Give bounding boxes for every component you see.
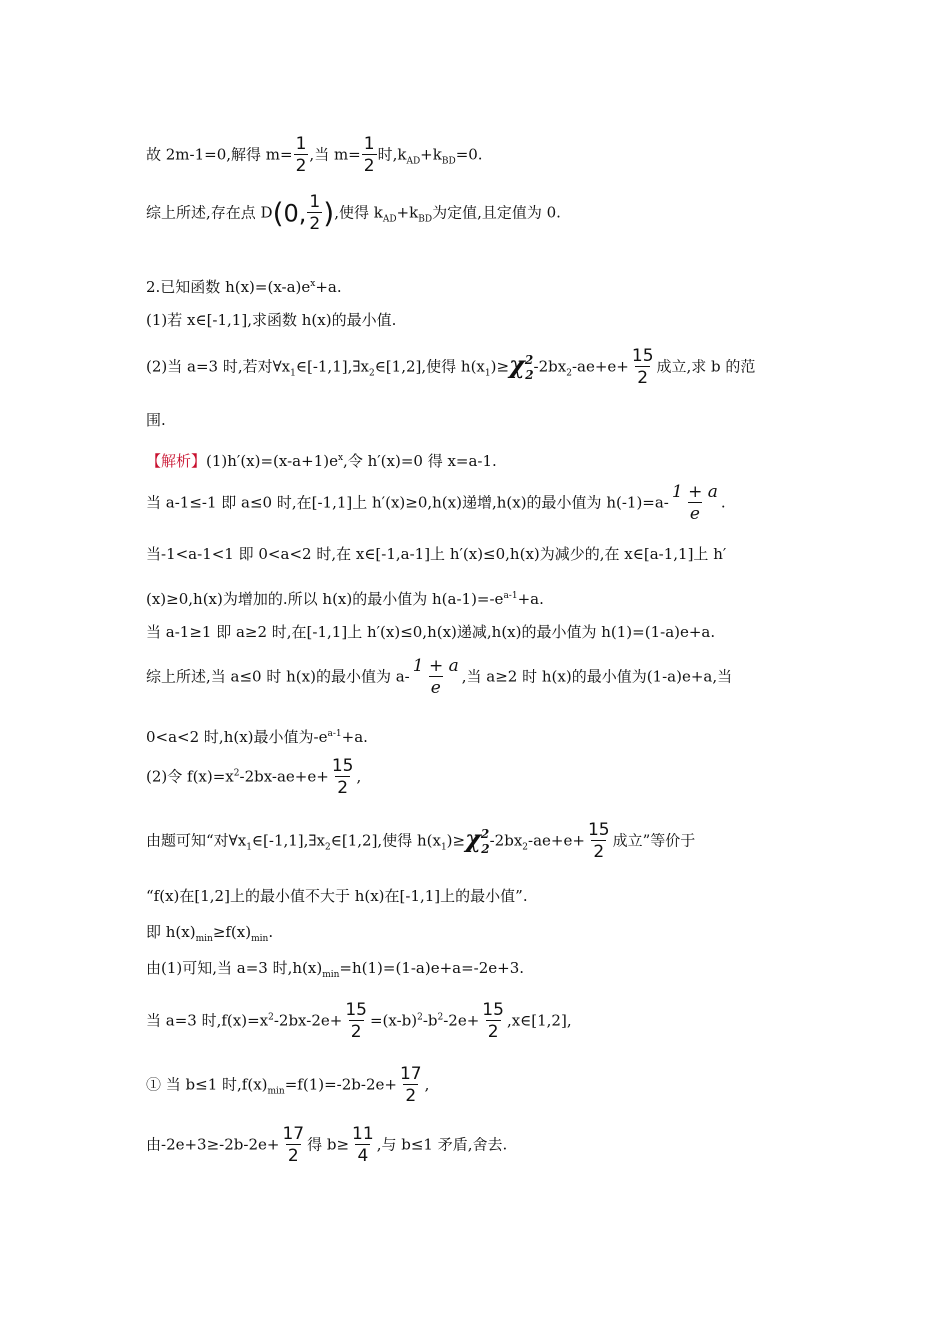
text: =f(1)=-2b-2e+ <box>284 1075 397 1094</box>
fraction <box>343 1000 369 1043</box>
text: ,当 m= <box>309 145 361 164</box>
text: +a. <box>315 278 342 296</box>
fraction <box>630 346 656 389</box>
text: , <box>356 767 362 786</box>
text: ∈[-1,1],∃x <box>295 357 369 376</box>
fraction <box>280 1124 306 1167</box>
numerator: 15 <box>345 1000 367 1020</box>
denominator: 2 <box>337 778 349 798</box>
denominator: e <box>430 678 441 698</box>
text: 围. <box>146 411 166 429</box>
fraction <box>294 134 309 177</box>
text: -ae+e+ <box>528 831 585 850</box>
fraction <box>480 1000 506 1043</box>
text: =h(1)=(1-a)e+a=-2e+3. <box>339 959 525 977</box>
text: ,与 b≤1 矛盾,舍去. <box>376 1135 508 1154</box>
text-line <box>146 1000 572 1043</box>
text: 综上所述,存在点 D <box>146 203 273 222</box>
fraction <box>350 1124 376 1167</box>
left-paren: ( <box>272 196 284 230</box>
denominator: e <box>689 504 700 524</box>
text: 故 2m-1=0,解得 m= <box>146 145 293 164</box>
point-coordinate: 0, <box>283 199 307 228</box>
text: 由(1)可知,当 a=3 时,h(x) <box>146 959 323 977</box>
text-line <box>146 1124 507 1167</box>
text-line <box>146 622 715 642</box>
text: ① 当 b≤1 时,f(x) <box>146 1075 268 1094</box>
numerator: 11 <box>352 1124 374 1144</box>
text-line <box>146 274 342 297</box>
solution-tag: 【解析】 <box>146 452 207 470</box>
text-line <box>146 448 497 471</box>
subscript: 2 <box>525 367 534 382</box>
text-line <box>146 544 726 564</box>
text: )≥ <box>446 831 466 850</box>
right-paren: ) <box>323 196 335 230</box>
text-line <box>146 886 528 906</box>
text: . <box>720 493 726 512</box>
text-line <box>146 192 561 235</box>
text: 成立”等价于 <box>612 831 696 850</box>
text-line <box>146 482 726 525</box>
superscript: 2 <box>480 827 490 842</box>
subscript: min <box>195 934 213 944</box>
text-line <box>146 820 695 863</box>
text: ≥f(x) <box>212 923 252 941</box>
text: (1)h′(x)=(x-a+1)e <box>206 452 338 470</box>
superscript: x <box>337 453 344 463</box>
numerator: 15 <box>331 756 354 776</box>
text: ∈[1,2],使得 h(x <box>330 831 441 850</box>
text-line <box>146 346 755 389</box>
superscript: a-1 <box>327 729 342 739</box>
text: (2)当 a=3 时,若对∀x <box>146 357 291 376</box>
text: (1)若 x∈[-1,1],求函数 h(x)的最小值. <box>146 311 397 329</box>
text: 得 b≥ <box>307 1135 350 1154</box>
text: 时,k <box>377 145 407 164</box>
denominator: 2 <box>363 156 375 176</box>
text-line <box>146 724 368 747</box>
chi-symbol <box>465 824 490 856</box>
text: , <box>424 1075 430 1094</box>
superscript: a-1 <box>503 591 518 601</box>
fraction <box>670 482 720 525</box>
text: -2bx-ae+e+ <box>239 767 329 786</box>
superscript: 2 <box>437 1012 444 1023</box>
text: -b <box>422 1011 438 1030</box>
fraction <box>330 756 356 799</box>
text: =(x-b) <box>369 1011 418 1030</box>
subscript: 2 <box>368 368 375 379</box>
text: 即 h(x) <box>146 923 196 941</box>
text: =0. <box>455 145 483 164</box>
superscript: 2 <box>268 1012 274 1023</box>
text: 2.已知函数 h(x)=(x-a)e <box>146 278 311 296</box>
text: (x)≥0,h(x)为增加的.所以 h(x)的最小值为 h(a-1)=-e <box>146 590 504 608</box>
subscript: min <box>267 1086 285 1097</box>
text: ,令 h′(x)=0 得 x=a-1. <box>343 452 497 470</box>
text: -2bx-2e+ <box>273 1011 343 1030</box>
subscript: BD <box>418 214 433 225</box>
text: . <box>268 923 274 941</box>
fraction <box>362 134 377 177</box>
text-line <box>146 656 732 699</box>
chi-letter: χ <box>465 824 481 854</box>
text-line <box>146 410 166 430</box>
text: 由-2e+3≥-2b-2e+ <box>146 1135 280 1154</box>
subscript: 2 <box>481 841 490 856</box>
text-line <box>146 310 396 330</box>
denominator: 4 <box>357 1146 369 1166</box>
subscript: AD <box>382 214 397 225</box>
text: ,x∈[1,2], <box>506 1011 572 1030</box>
text-line <box>146 134 483 177</box>
text-line <box>146 756 361 799</box>
subscript: BD <box>441 156 456 167</box>
text-line <box>146 922 273 949</box>
numerator: 1 <box>295 134 307 154</box>
text: +k <box>420 145 442 164</box>
numerator: 15 <box>631 346 654 366</box>
text: ∈[1,2],使得 h(x <box>374 357 485 376</box>
chi-symbol <box>509 350 534 382</box>
text: +a. <box>517 590 544 608</box>
text: 当 a=3 时,f(x)=x <box>146 1011 269 1030</box>
text: -2bx <box>489 831 523 850</box>
subscript: 2 <box>325 842 331 853</box>
text: 0<a<2 时,h(x)最小值为-e <box>146 728 328 746</box>
text: 当-1<a-1<1 即 0<a<2 时,在 x∈[-1,a-1]上 h′(x)≤0,h(x)为减少的,在 x∈[a-1,1]上 h′ <box>146 545 727 563</box>
fraction <box>411 656 461 699</box>
text: ,当 a≥2 时 h(x)的最小值为(1-a)e+a,当 <box>461 667 733 686</box>
subscript: 1 <box>440 842 447 853</box>
numerator: 17 <box>399 1064 422 1084</box>
text: 综上所述,当 a≤0 时 h(x)的最小值为 a- <box>146 667 410 686</box>
text: )≥ <box>490 357 510 376</box>
text-line <box>146 586 544 609</box>
text: 由题可知“对∀x <box>146 831 247 850</box>
subscript: min <box>322 970 340 980</box>
text: (2)令 f(x)=x <box>146 767 234 786</box>
text: 当 a-1≤-1 即 a≤0 时,在[-1,1]上 h′(x)≥0,h(x)递增,h(x)的最小值为 h(-1)=a- <box>146 493 669 512</box>
denominator: 2 <box>295 156 307 176</box>
text: +a. <box>341 728 368 746</box>
numerator: 1 + a <box>671 482 718 502</box>
text: 为定值,且定值为 0. <box>432 203 561 222</box>
text: -2bx <box>533 357 567 376</box>
fraction <box>586 820 612 863</box>
subscript: 1 <box>290 368 296 379</box>
denominator: 2 <box>287 1146 299 1166</box>
superscript: 2 <box>417 1012 423 1023</box>
fraction <box>307 192 322 235</box>
superscript: x <box>310 279 316 289</box>
text: 当 a-1≥1 即 a≥2 时,在[-1,1]上 h′(x)≤0,h(x)递减,h(x)的最小值为 h(1)=(1-a)e+a. <box>146 623 716 641</box>
numerator: 1 + a <box>412 656 459 676</box>
denominator: 2 <box>487 1022 499 1042</box>
subscript: 2 <box>522 842 529 853</box>
text: -2e+ <box>443 1011 480 1030</box>
fraction <box>398 1064 424 1107</box>
text: 成立,求 b 的范 <box>656 357 756 376</box>
denominator: 2 <box>593 842 605 862</box>
text-line <box>146 958 524 985</box>
numerator: 1 <box>363 134 375 154</box>
subscript: min <box>251 934 269 944</box>
denominator: 2 <box>350 1022 362 1042</box>
text-line <box>146 1064 429 1107</box>
denominator: 2 <box>309 214 321 234</box>
superscript: 2 <box>233 768 240 779</box>
text: -ae+e+ <box>571 357 629 376</box>
denominator: 2 <box>405 1086 417 1106</box>
chi-letter: χ <box>509 350 525 380</box>
numerator: 15 <box>482 1000 504 1020</box>
text: ,使得 k <box>334 203 383 222</box>
text: “f(x)在[1,2]上的最小值不大于 h(x)在[-1,1]上的最小值”. <box>146 887 528 905</box>
text: ∈[-1,1],∃x <box>251 831 326 850</box>
superscript: 2 <box>524 353 534 368</box>
subscript: 1 <box>484 368 491 379</box>
text: +k <box>396 203 419 222</box>
subscript: 2 <box>566 368 572 379</box>
numerator: 17 <box>282 1124 305 1144</box>
subscript: 1 <box>246 842 252 853</box>
numerator: 15 <box>587 820 610 840</box>
subscript: AD <box>406 156 421 167</box>
numerator: 1 <box>309 192 321 212</box>
denominator: 2 <box>637 368 649 388</box>
